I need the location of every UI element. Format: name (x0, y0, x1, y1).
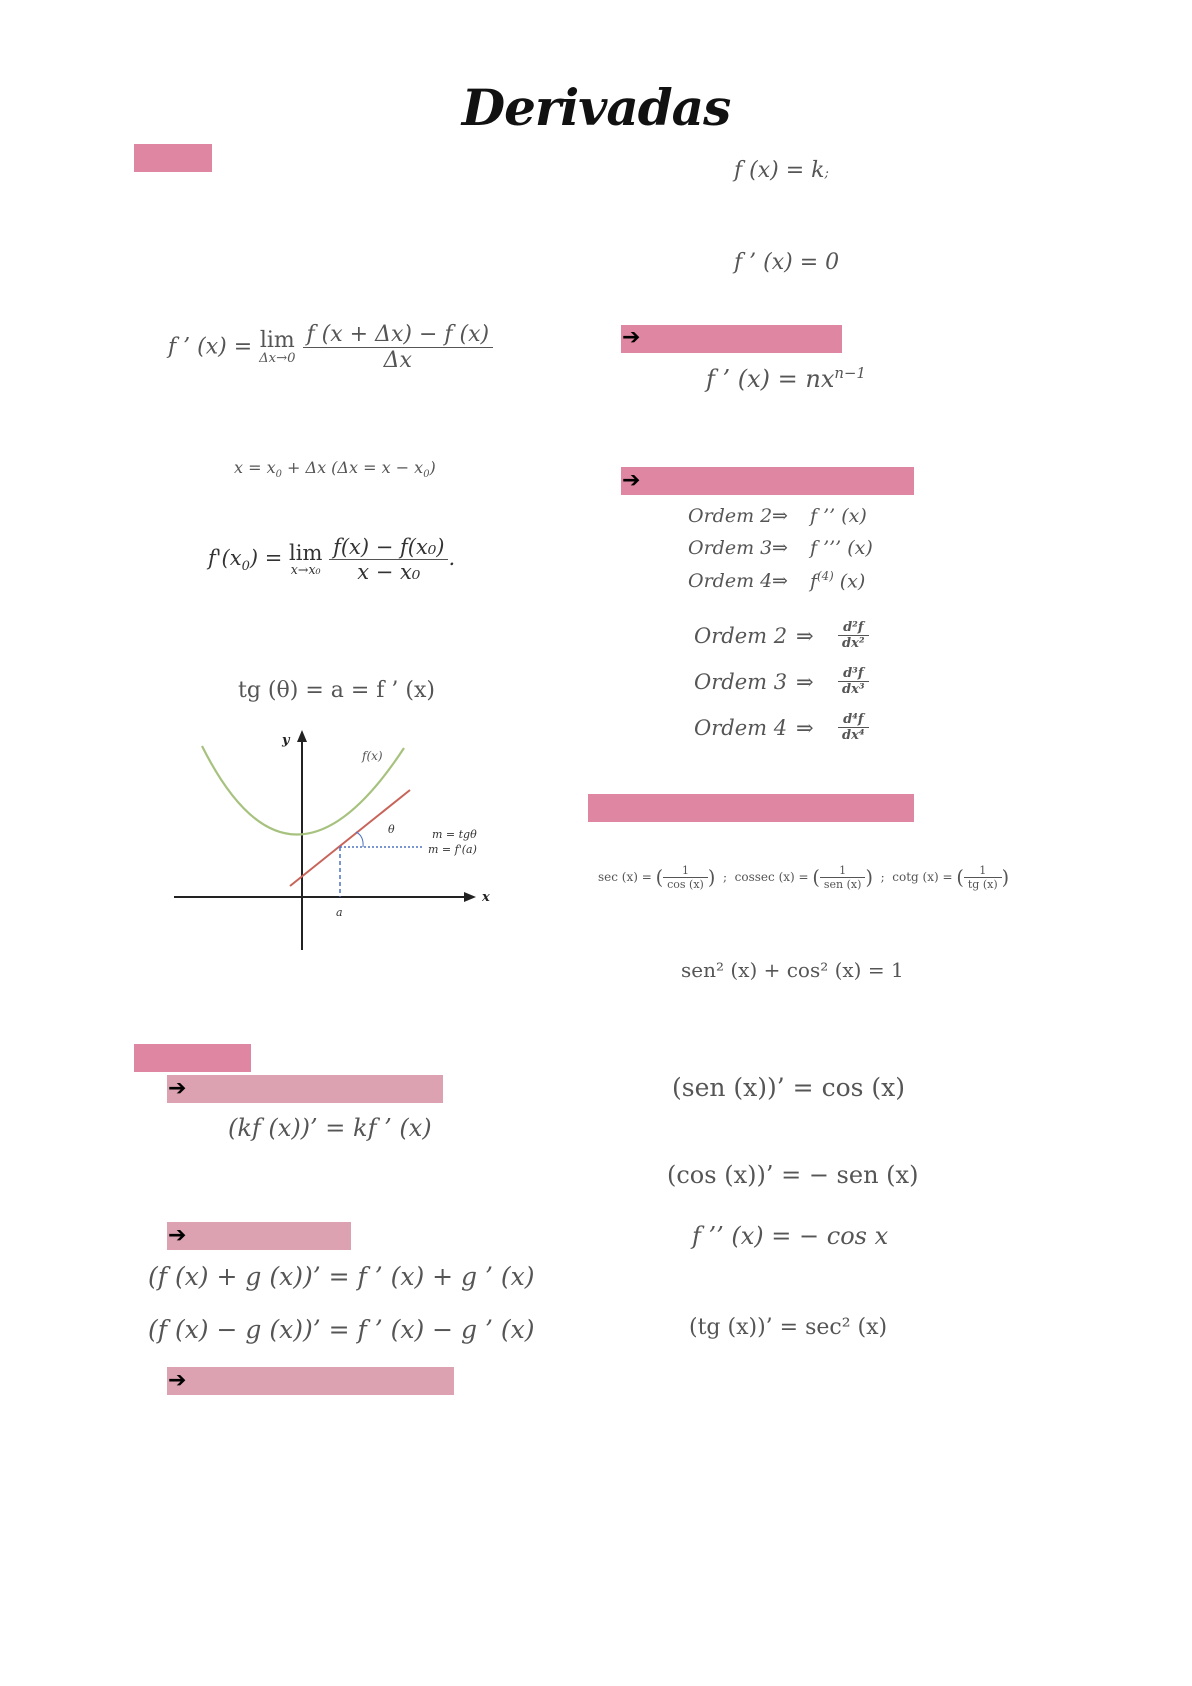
tangent-line (290, 790, 410, 886)
rule-sum: (f (x) + g (x))’ = f ’ (x) + g ’ (x) (148, 1262, 535, 1291)
y-axis-arrow-icon (297, 730, 307, 742)
arrow-icon: ➔ (622, 325, 641, 350)
slope-label-tg: m = tgθ (432, 828, 477, 841)
order-4-prime: Ordem 4⇒ $f^{(4)}$ (x) (688, 569, 866, 593)
x-axis-arrow-icon (464, 892, 476, 902)
highlight-bar-rules (134, 1044, 251, 1072)
y-axis-label: y (282, 733, 290, 748)
derivative-cosine: (cos (x))’ = − sen (x) (667, 1161, 919, 1189)
slope-label-derivative: m = f'(a) (428, 843, 477, 856)
theta-label: θ (388, 823, 395, 836)
highlight-bar-trig (588, 794, 914, 822)
order-2-leibniz: Ordem 2 ⇒ $\frac{\text{d²f}}{\text{dx²}}$ (694, 620, 869, 651)
a-label: a (336, 906, 343, 919)
constant-function: f (x) = k; (734, 158, 829, 183)
curve-label: f(x) (362, 749, 383, 763)
arrow-icon: ➔ (168, 1368, 187, 1393)
derivative-definition-formula: f ’ (x) = lim Δx→0 $\frac{f (x + \Delta x) - f (x)}{\Delta x}$ (168, 322, 493, 373)
highlight-bar-const-mult (167, 1075, 443, 1103)
highlight-bar-sum (167, 1222, 351, 1250)
page-title: Derivadas (461, 78, 731, 137)
arrow-icon: ➔ (622, 468, 641, 493)
x-axis-label: x (482, 890, 490, 905)
order-2-prime: Ordem 2⇒ f ’’ (x) (688, 505, 867, 527)
angle-arc (356, 832, 363, 847)
constant-derivative: f ’ (x) = 0 (734, 250, 840, 275)
order-3-prime: Ordem 3⇒ f ’’’ (x) (688, 537, 873, 559)
derivative-point-formula: $f'(x_0) = \lim$ x→x₀ $\frac{\text{f(x) − f(x₀)}}{\text{x − x₀}}$ . (208, 535, 456, 584)
trig-definitions: sec (x) = ( $\frac{1}{\cos (x)}$ ) ; cossec (x) = ( $\frac{1}{\text{sen (x)}}$ ) ; cotg (x) = ( $\frac{1}{tg (x)}$ ) (598, 864, 1010, 891)
derivative-tangent: (tg (x))’ = sec² (x) (689, 1315, 888, 1340)
tangent-line-graph (160, 722, 500, 954)
highlight-bar-product (167, 1367, 454, 1395)
arrow-icon: ➔ (168, 1076, 187, 1101)
arrow-icon: ➔ (168, 1223, 187, 1248)
order-4-leibniz: Ordem 4 ⇒ $\frac{\text{d⁴f}}{\text{dx⁴}}$ (694, 712, 869, 743)
highlight-bar-orders (621, 467, 914, 495)
order-3-leibniz: Ordem 3 ⇒ $\frac{\text{d³f}}{\text{dx³}}$ (694, 666, 869, 697)
pythagorean-identity: sen² (x) + cos² (x) = 1 (681, 958, 904, 982)
x-relation-formula: $x = x_0 + \Delta x$ $(\Delta x = x - x_0)$ (234, 458, 436, 481)
second-derivative-cosine: f ’’ (x) = − cos x (692, 1222, 889, 1250)
rule-constant-multiple: (kf (x))’ = kf ’ (x) (228, 1114, 432, 1142)
tangent-formula: tg (θ) = a = f ’ (x) (238, 678, 435, 703)
power-rule: f ’ $(x) = nx^{n-1}$ (706, 364, 866, 393)
derivative-sine: (sen (x))’ = cos (x) (672, 1073, 906, 1102)
highlight-bar-power (621, 325, 842, 353)
highlight-bar-definition (134, 144, 212, 172)
rule-difference: (f (x) − g (x))’ = f ’ (x) − g ’ (x) (148, 1315, 535, 1344)
